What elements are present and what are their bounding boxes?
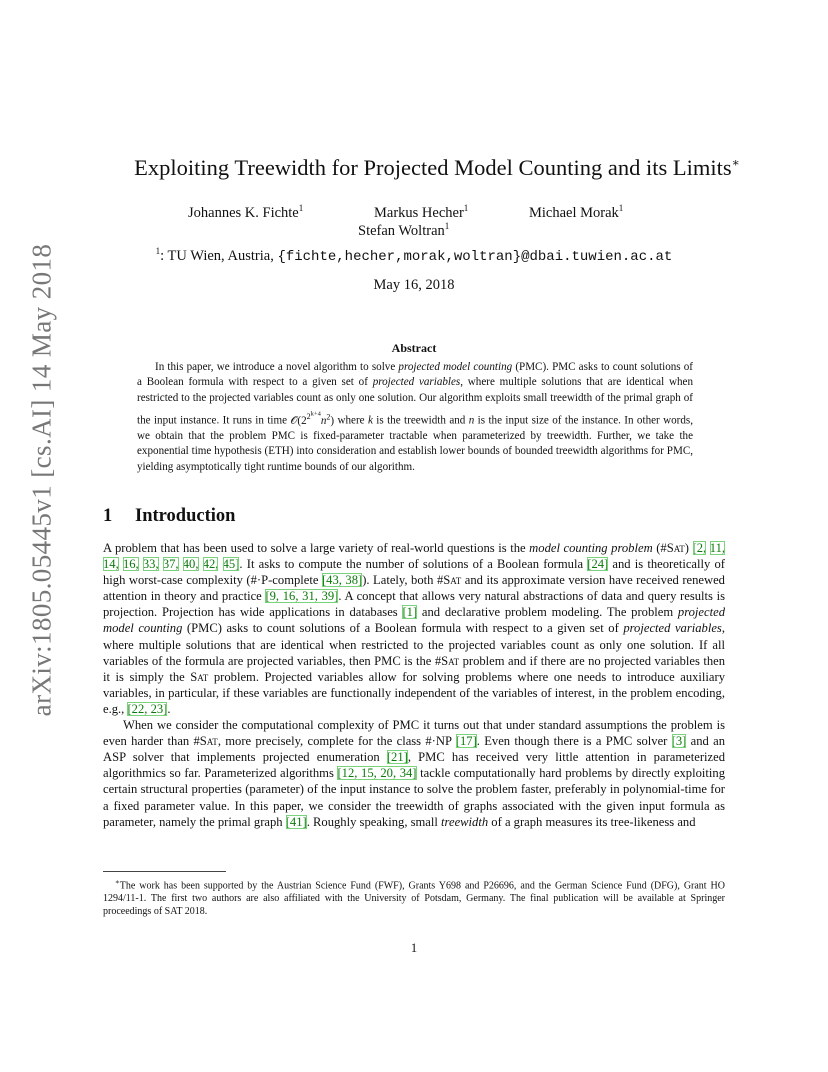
author-woltran: Stefan Woltran$^1$ [358, 221, 450, 239]
footnote-mark: ∗ [115, 878, 120, 886]
citation-link[interactable]: 14, [103, 557, 119, 572]
paper-title [60, 155, 814, 181]
affiliation-mark: 1 [155, 246, 161, 256]
author-fichte: Johannes K. Fichte$^1$ [188, 203, 304, 221]
citation-link[interactable]: [1] [402, 605, 418, 620]
citation-link[interactable]: 42, [202, 557, 219, 572]
citation-link[interactable]: [24] [587, 557, 609, 572]
affiliation-email: {fichte,hecher,morak,woltran}@dbai.tuwien.ac.at [277, 248, 673, 265]
citation-link[interactable]: 16, [122, 557, 139, 572]
citation-link[interactable]: [12, 15, 20, 34] [337, 766, 417, 781]
citation-link[interactable]: [3] [671, 734, 687, 749]
citation-link[interactable]: [43, 38] [321, 573, 363, 588]
citation-link[interactable]: [2, [692, 541, 707, 555]
citation-link[interactable]: 45] [222, 557, 240, 572]
intro-paragraph-2: When we consider the computational complexity of PMC it turns out that under standard assumptions the problem is even harder than #Sat, more precisely, complete for the class #·NP [17]. Even though there is a PMC solver [3] and an ASP solver that implements projected enumeration [21], PMC has received very little attention in parameterized algorithmics so far. Parameterized algorithms [12, 15, 20, 34] tackle computationally hard problems by directly exploiting certain structural properties (parameter) of the input instance to solve the problem faster, preferably in polynomial-time for a fixed parameter value. In this paper, we consider the treewidth of graphs associated with the given input formula as parameter, namely the primal graph [41]. Roughly speaking, small treewidth of a graph measures its tree-likeness and [103, 718, 726, 829]
introduction-body [103, 540, 725, 830]
intro-paragraph-1: A problem that has been used to solve a large variety of real-world questions is the model counting problem (#Sat) [2, 11, 14, 16, 33, 37, 40, 42, 45]. It asks to compute the number of solutions of a Boolean formula [24] and is theoretically of high worst-case complexity (#·P-complete [43, 38]). Lately, both #Sat and its approximate version have received renewed attention in theory and practice [9, 16, 31, 39]. A concept that allows very natural abstractions of data and query results is projection. Projection has wide applications in databases [1] and declarative problem modeling. The problem projected model counting (PMC) asks to count solutions of a Boolean formula with respect to a given set of projected variables, where multiple solutions that are identical when restricted to the projected variables count as only one solution. If all variables of the formula are projected variables, then PMC is the #Sat problem and if there are no projected variables then it is simply the Sat problem. Projected variables allow for solving problems where one needs to introduce auxiliary variables, in particular, if these variables are functionally independent of the variables of interest, in the problem encoding, e.g., [22, 23]. [103, 541, 726, 716]
citation-link[interactable]: 40, [182, 557, 199, 572]
affiliation-text: : TU Wien, Austria, [160, 247, 278, 264]
paper-date: May 16, 2018 [373, 277, 455, 293]
title-text: Exploiting Treewidth for Projected Model Counting and its Limits [134, 155, 732, 180]
title-footnote-mark: ∗ [731, 155, 740, 170]
page-number: 1 [410, 941, 418, 955]
author-morak: Michael Morak$^1$ [529, 203, 624, 221]
citation-link[interactable]: 33, [142, 557, 159, 572]
abstract-heading: Abstract [391, 341, 437, 355]
section-heading [103, 506, 235, 527]
citation-link[interactable]: [17] [455, 734, 477, 749]
section-number: 1 [103, 506, 113, 526]
section-title: Introduction [135, 506, 236, 526]
footnote [103, 876, 725, 918]
runtime-formula: $𝒪(2^{2^{k+4}}n^2)$ [290, 410, 335, 427]
citation-link[interactable]: 11, [709, 541, 726, 555]
footnote-text: The work has been supported by the Austrian Science Fund (FWF), Grants Y698 and P26696, and the German Science Fund (DFG), Grant HO 1294/11-1. The first two authors are also affiliated with the University of Potsdam, Germany. The final publication will be available at Springer proceedings of SAT 2018. [103, 880, 725, 918]
abstract-paragraph: In this paper, we introduce a novel algorithm to solve projected model counting (PMC). PMC asks to count solutions of a Boolean formula with respect to a given set of projected variables, where multiple solutions that are identical when restricted to the projected variables count as only one solution. Our algorithm exploits small treewidth of the primal graph of the input instance. It runs in time $𝒪(2^{2^{k+4}}n^2)$ where k is the treewidth and n is the input size of the instance. In other words, we obtain that the problem PMC is fixed-parameter tractable when parameterized by treewidth. Further, we take the exponential time hypothesis (ETH) into consideration and establish lower bounds of bounded treewidth algorithms for PMC, yielding asymptotically tight runtime bounds of our algorithm. [137, 361, 694, 473]
abstract-body [137, 360, 693, 475]
citation-link[interactable]: [41] [285, 814, 307, 829]
affiliation [0, 246, 828, 265]
citation-link[interactable]: [9, 16, 31, 39] [265, 589, 339, 604]
footnote-rule [103, 871, 226, 872]
citation-link[interactable]: [22, 23] [127, 701, 168, 716]
arxiv-stamp-text: arXiv:1805.05445v1 [cs.AI] 14 May 2018 [26, 243, 57, 717]
citation-link[interactable]: [21] [386, 750, 408, 765]
author-hecher: Markus Hecher$^1$ [374, 203, 469, 221]
citation-link[interactable]: 37, [162, 557, 179, 572]
